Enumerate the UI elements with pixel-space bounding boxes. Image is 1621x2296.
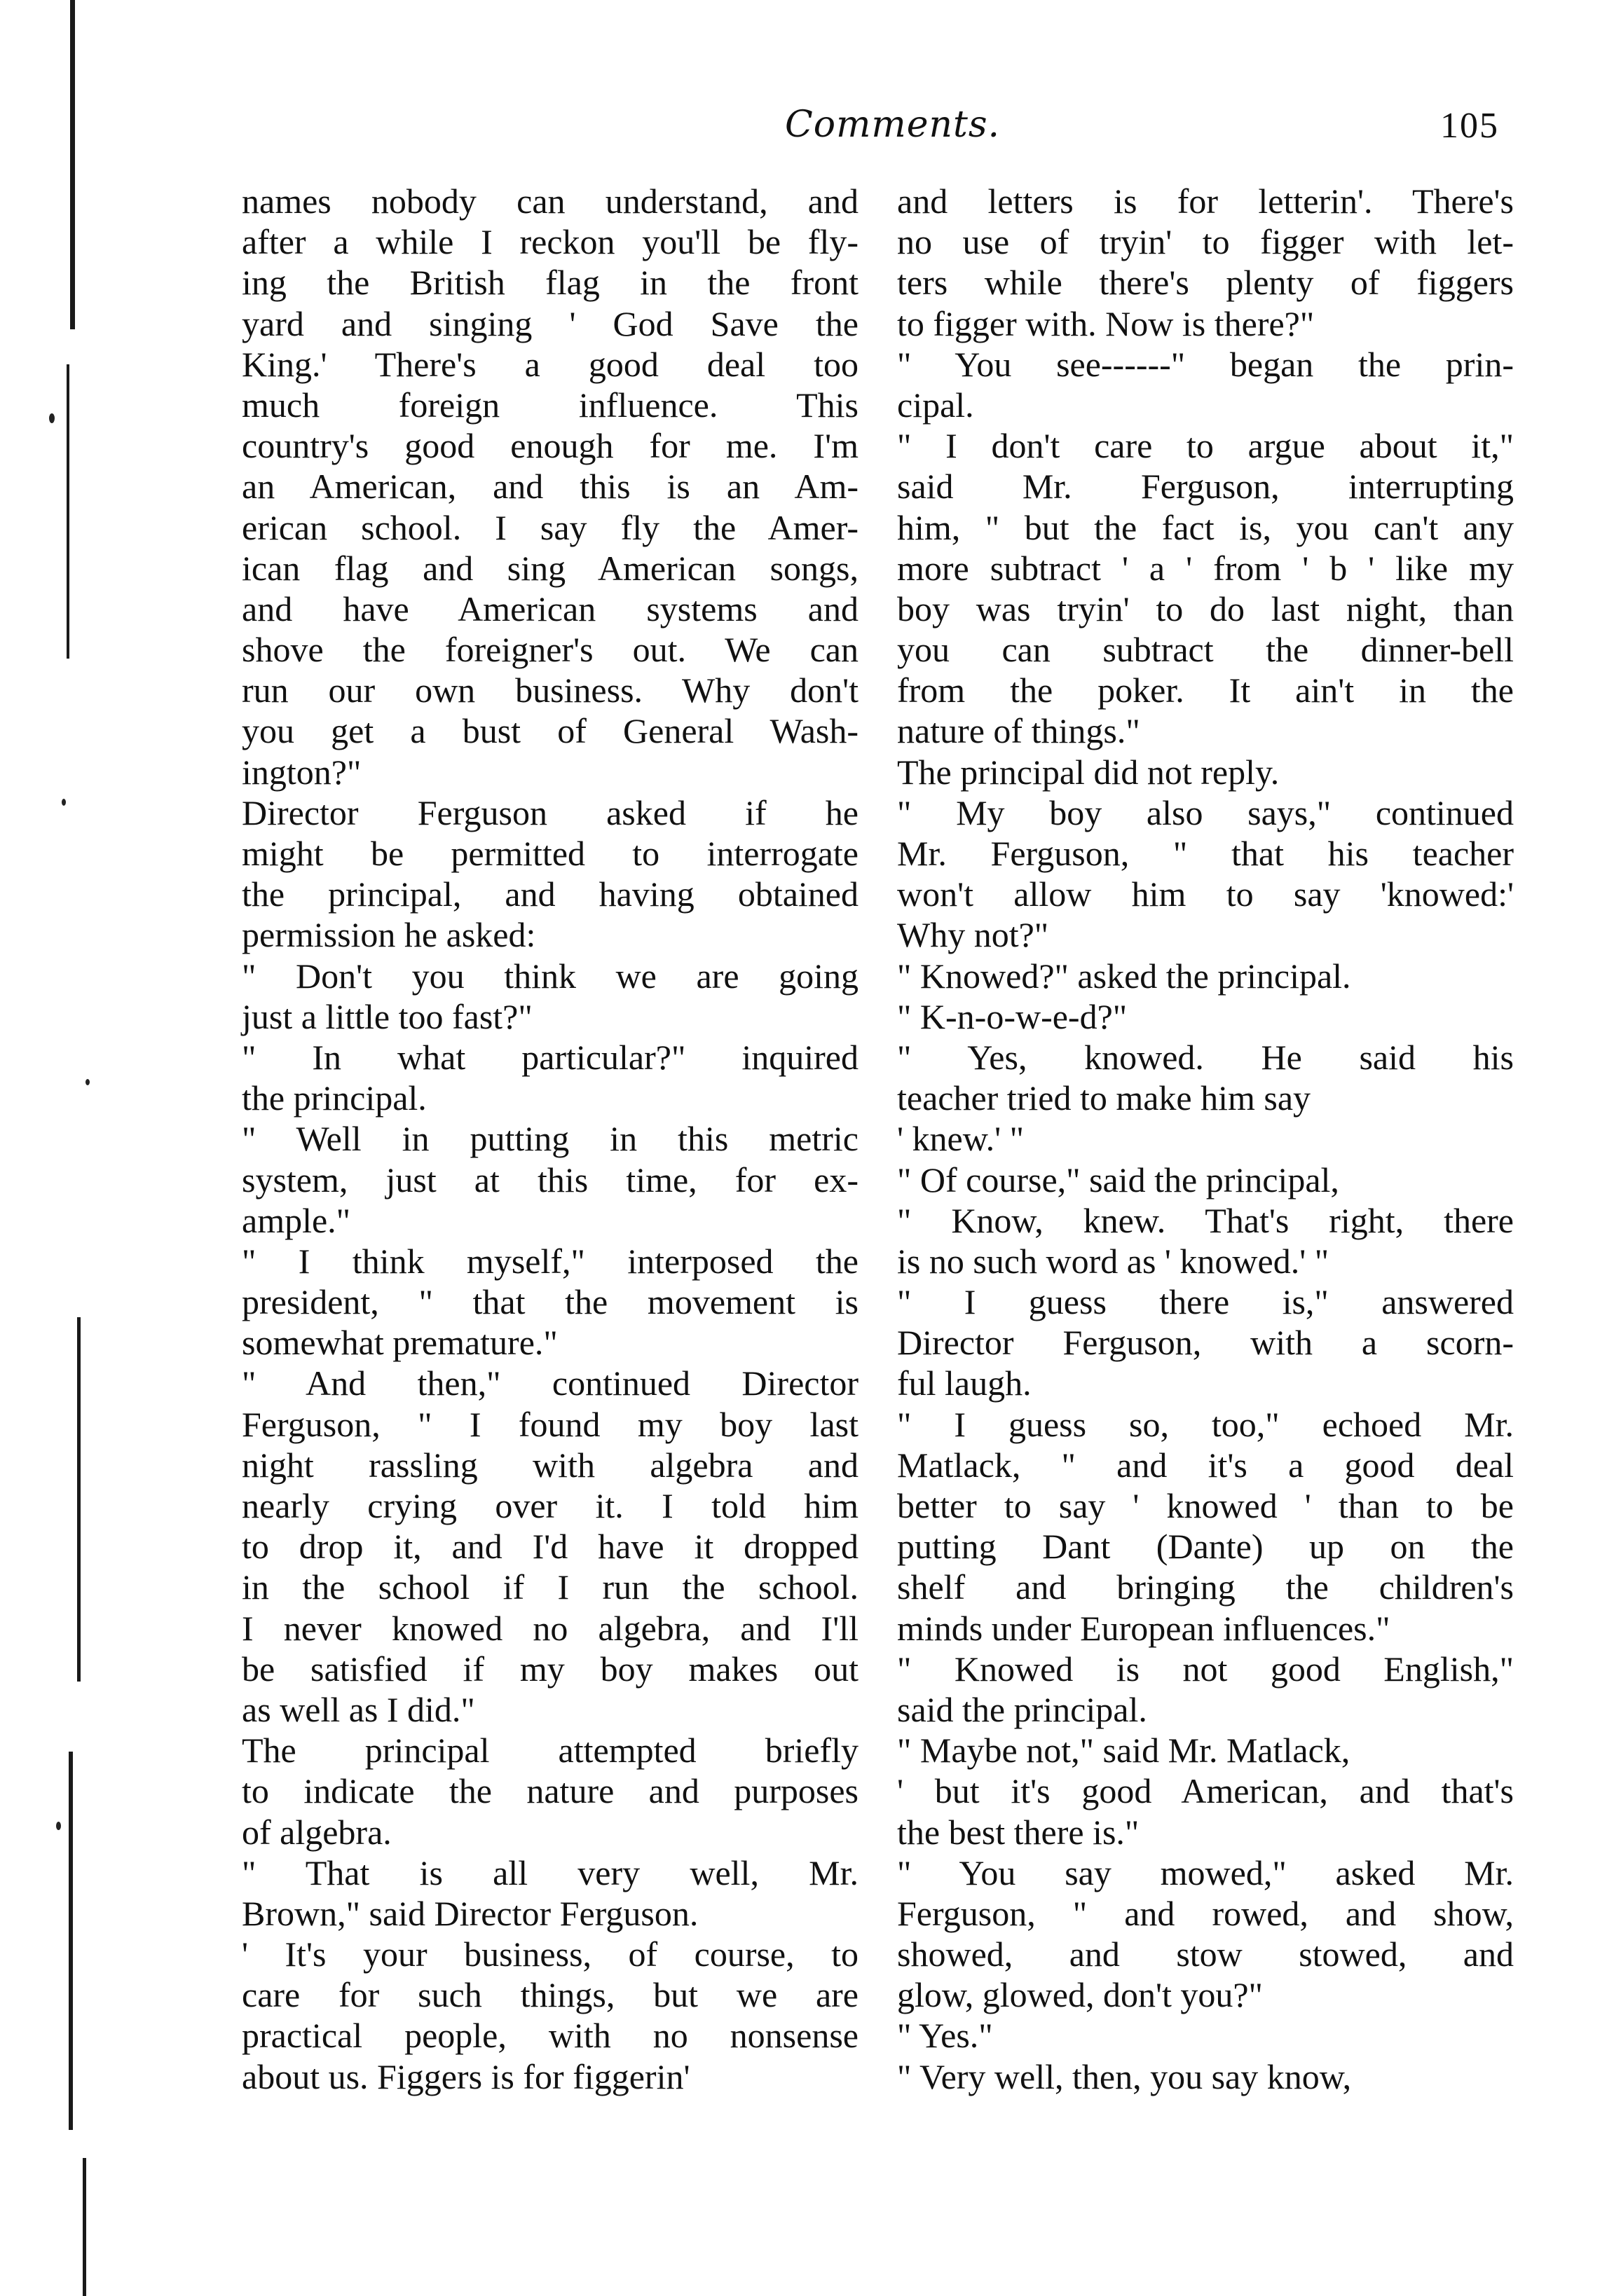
- text-line: the best there is.": [897, 1812, 1140, 1852]
- text-line: you can subtract the dinner-bell: [897, 630, 1514, 670]
- scan-speck: [49, 413, 55, 423]
- text-line: " My boy also says," continued: [897, 792, 1514, 832]
- text-line: night rassling with algebra and: [242, 1445, 859, 1485]
- text-line: president, " that the movement is: [242, 1282, 859, 1322]
- text-line: from the poker. It ain't in the: [897, 671, 1514, 710]
- text-line: Director Ferguson asked if he: [242, 792, 859, 832]
- text-line: teacher tried to make him say: [897, 1078, 1311, 1118]
- text-line: " And then," continued Director: [242, 1363, 859, 1403]
- text-line: boy was tryin' to do last night, than: [897, 589, 1514, 628]
- text-line: Why not?": [897, 915, 1049, 955]
- text-line: to indicate the nature and purposes: [242, 1771, 859, 1811]
- text-line: ample.": [242, 1200, 351, 1240]
- text-line: yard and singing ' God Save the: [242, 303, 859, 343]
- text-line: and letters is for letterin'. There's: [897, 181, 1514, 221]
- text-line: " Knowed?" asked the principal.: [897, 956, 1351, 996]
- text-line: " Yes.": [897, 2016, 993, 2056]
- text-line: ican flag and sing American songs,: [242, 548, 859, 588]
- text-line: glow, glowed, don't you?": [897, 1975, 1263, 2015]
- text-line: said the principal.: [897, 1689, 1147, 1729]
- text-line: might be permitted to interrogate: [242, 834, 859, 873]
- text-line: you get a bust of General Wash-: [242, 711, 859, 751]
- text-line: The principal attempted briefly: [242, 1731, 859, 1771]
- text-line: shove the foreigner's out. We can: [242, 630, 859, 670]
- text-line: no use of tryin' to figger with let-: [897, 222, 1514, 262]
- binding-edge-mark: [67, 364, 69, 659]
- text-line: ful laugh.: [897, 1363, 1032, 1403]
- text-line: " Yes, knowed. He said his: [897, 1037, 1514, 1077]
- text-line: " I don't care to argue about it,": [897, 426, 1514, 466]
- page-header: [0, 104, 1621, 160]
- text-line: " That is all very well, Mr.: [242, 1852, 859, 1892]
- text-line: " You see------" began the prin-: [897, 344, 1514, 384]
- text-line: King.' There's a good deal too: [242, 344, 859, 384]
- text-line: to drop it, and I'd have it dropped: [242, 1527, 859, 1567]
- text-line: is no such word as ' knowed.' ": [897, 1241, 1329, 1281]
- text-line: to figger with. Now is there?": [897, 303, 1315, 343]
- binding-edge-mark: [69, 1752, 73, 2130]
- text-line: ing the British flag in the front: [242, 263, 859, 303]
- scan-speck: [86, 1079, 90, 1085]
- text-line: The principal did not reply.: [897, 752, 1280, 792]
- text-line: as well as I did.": [242, 1689, 475, 1729]
- text-line: the principal.: [242, 1078, 427, 1118]
- text-line: of algebra.: [242, 1812, 392, 1852]
- text-line: ters while there's plenty of figgers: [897, 263, 1514, 303]
- text-line: putting Dant (Dante) up on the: [897, 1527, 1514, 1567]
- text-line: after a while I reckon you'll be fly-: [242, 222, 859, 262]
- text-line: country's good enough for me. I'm: [242, 426, 859, 466]
- text-line: " Don't you think we are going: [242, 956, 859, 996]
- text-line: ' knew.' ": [897, 1119, 1024, 1159]
- text-line: " Knowed is not good English,": [897, 1649, 1514, 1689]
- text-line: " Well in putting in this metric: [242, 1119, 859, 1159]
- text-line: shelf and bringing the children's: [897, 1567, 1514, 1607]
- text-line: much foreign influence. This: [242, 385, 859, 425]
- text-line: ington?": [242, 752, 362, 792]
- binding-edge-mark: [77, 1317, 81, 1682]
- text-line: ' It's your business, of course, to: [242, 1934, 859, 1974]
- text-line: better to say ' knowed ' than to be: [897, 1486, 1514, 1525]
- running-title: Comments.: [785, 104, 1001, 146]
- text-line: " Maybe not," said Mr. Matlack,: [897, 1731, 1350, 1771]
- text-line: showed, and stow stowed, and: [897, 1934, 1514, 1974]
- text-line: system, just at this time, for ex-: [242, 1160, 859, 1199]
- text-line: " I guess there is," answered: [897, 1282, 1514, 1322]
- text-line: be satisfied if my boy makes out: [242, 1649, 859, 1689]
- text-line: more subtract ' a ' from ' b ' like my: [897, 548, 1514, 588]
- scan-speck: [62, 799, 66, 806]
- text-line: Matlack, " and it's a good deal: [897, 1445, 1514, 1485]
- text-line: an American, and this is an Am-: [242, 467, 859, 507]
- text-line: him, " but the fact is, you can't any: [897, 507, 1514, 547]
- text-line: practical people, with no nonsense: [242, 2016, 859, 2056]
- text-line: " Of course," said the principal,: [897, 1160, 1339, 1199]
- binding-edge-mark: [70, 0, 75, 329]
- right-text-column: [897, 181, 1514, 2097]
- text-line: " I think myself," interposed the: [242, 1241, 859, 1281]
- text-line: nearly crying over it. I told him: [242, 1486, 859, 1525]
- text-line: ' but it's good American, and that's: [897, 1771, 1514, 1811]
- text-line: in the school if I run the school.: [242, 1567, 859, 1607]
- text-line: somewhat premature.": [242, 1323, 558, 1363]
- text-line: " I guess so, too," echoed Mr.: [897, 1404, 1514, 1444]
- text-line: I never knowed no algebra, and I'll: [242, 1608, 859, 1648]
- scan-speck: [56, 1822, 61, 1830]
- text-line: " In what particular?" inquired: [242, 1037, 859, 1077]
- text-line: minds under European influences.": [897, 1608, 1390, 1648]
- text-line: Ferguson, " and rowed, and show,: [897, 1893, 1514, 1933]
- text-line: care for such things, but we are: [242, 1975, 859, 2015]
- text-line: " You say mowed," asked Mr.: [897, 1852, 1514, 1892]
- text-line: and have American systems and: [242, 589, 859, 628]
- text-line: the principal, and having obtained: [242, 874, 859, 914]
- text-line: " Know, knew. That's right, there: [897, 1200, 1514, 1240]
- text-line: cipal.: [897, 385, 974, 425]
- text-line: " K-n-o-w-e-d?": [897, 996, 1128, 1036]
- text-line: names nobody can understand, and: [242, 181, 859, 221]
- text-line: Director Ferguson, with a scorn-: [897, 1323, 1514, 1363]
- text-line: Mr. Ferguson, " that his teacher: [897, 834, 1514, 873]
- page-number: 105: [1440, 106, 1499, 146]
- text-line: erican school. I say fly the Amer-: [242, 507, 859, 547]
- text-line: said Mr. Ferguson, interrupting: [897, 467, 1514, 507]
- text-line: Brown," said Director Ferguson.: [242, 1893, 699, 1933]
- text-line: permission he asked:: [242, 915, 536, 955]
- text-line: Ferguson, " I found my boy last: [242, 1404, 859, 1444]
- text-line: run our own business. Why don't: [242, 671, 859, 710]
- left-text-column: [242, 181, 859, 2097]
- text-line: " Very well, then, you say know,: [897, 2056, 1352, 2096]
- text-line: won't allow him to say 'knowed:': [897, 874, 1514, 914]
- binding-edge-mark: [83, 2158, 86, 2296]
- text-line: nature of things.": [897, 711, 1140, 751]
- text-line: about us. Figgers is for figgerin': [242, 2056, 690, 2096]
- text-line: just a little too fast?": [242, 996, 533, 1036]
